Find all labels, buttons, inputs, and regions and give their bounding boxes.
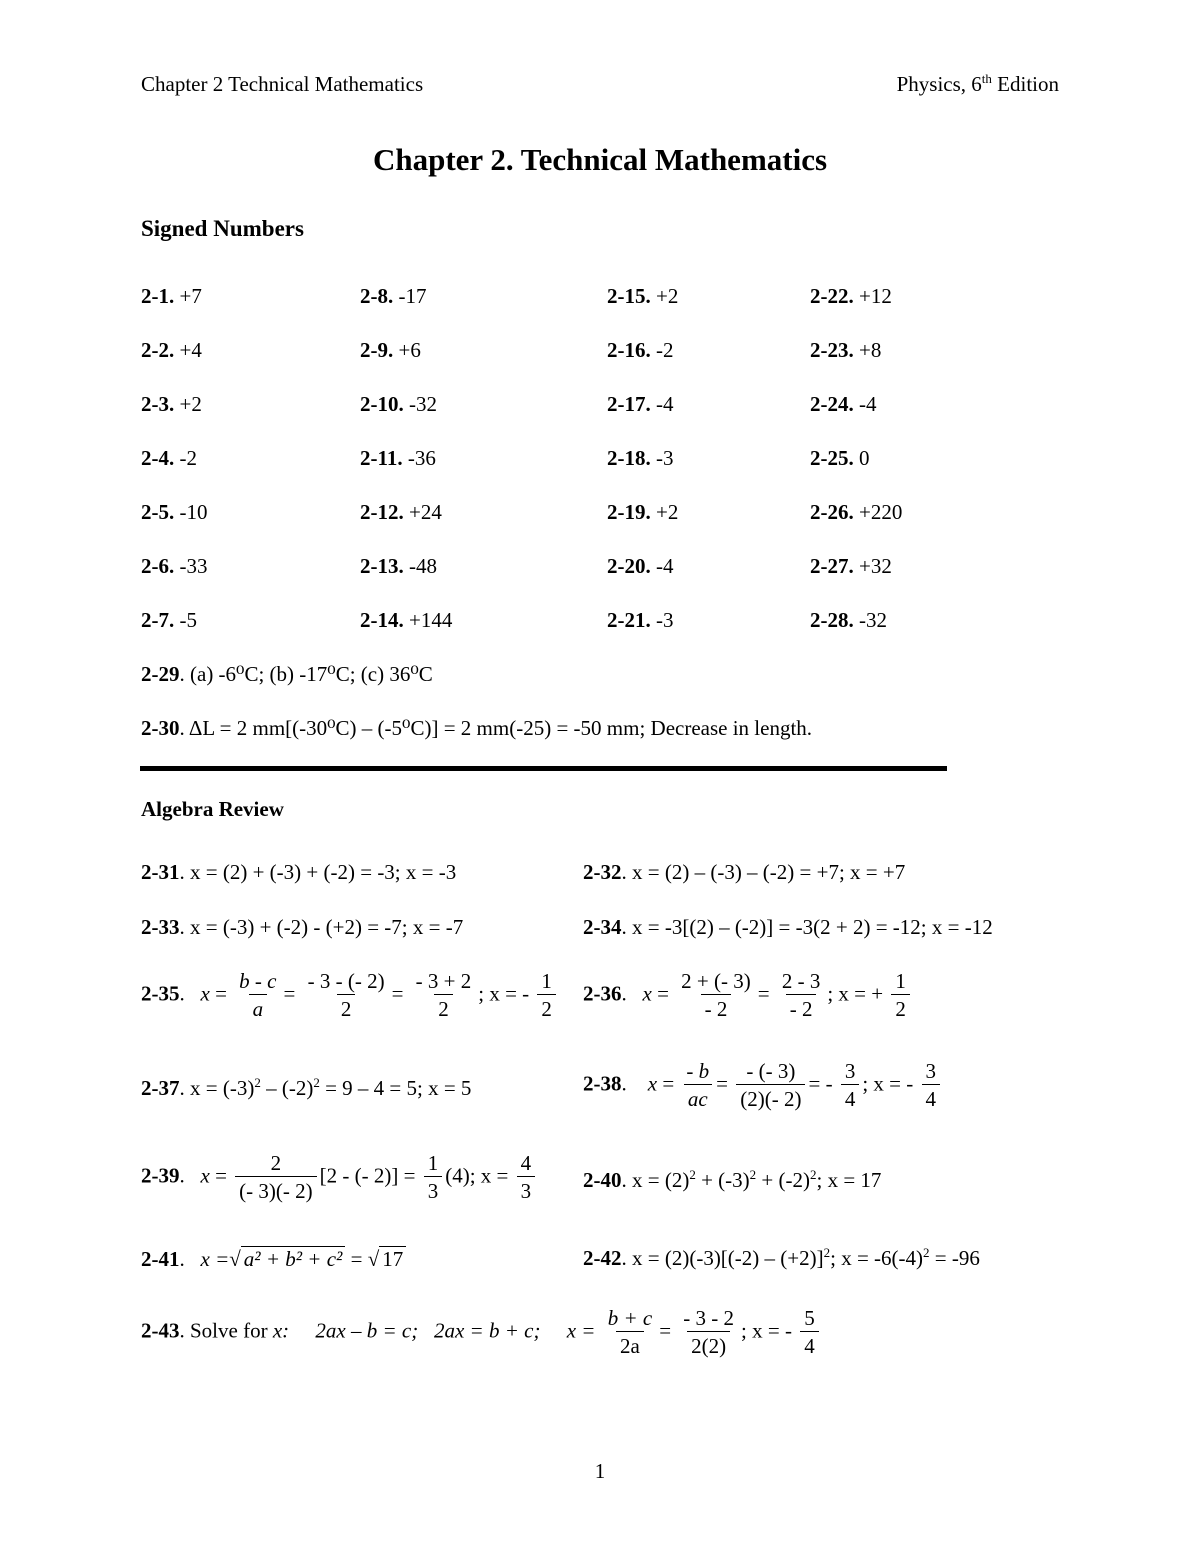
answer-value: -3 — [656, 608, 674, 632]
answer-item — [607, 392, 674, 417]
answer-value: +6 — [398, 338, 421, 362]
answer-value: -17 — [398, 284, 427, 308]
answer-value: +12 — [859, 284, 892, 308]
answer-label: 2-6. — [141, 554, 175, 578]
answer-value: -4 — [656, 392, 674, 416]
answer-value: -10 — [179, 500, 208, 524]
answer-label: 2-21. — [607, 608, 651, 632]
answer-2-39: 2-39. x = $\frac{2}{(- 3)(- 2)}$ [2 - (- 2)] = $\frac{1}{3}$ (4); x = $\frac{4}{3}$ — [141, 1150, 538, 1205]
answer-value: -3 — [656, 446, 674, 470]
answer-value: -2 — [179, 446, 197, 470]
fraction: $\frac{- 3 - (- 2)}{2}$ — [307, 969, 385, 1021]
answer-item — [360, 608, 452, 633]
answer-item — [607, 446, 674, 471]
answer-label: 2-4. — [141, 446, 175, 470]
fraction: $\frac{3}{4}$ — [841, 1058, 860, 1113]
answer-label: 2-7. — [141, 608, 175, 632]
answer-label: 2-19. — [607, 500, 651, 524]
answer-item — [810, 284, 892, 309]
answer-item — [360, 554, 437, 579]
answer-item — [810, 392, 877, 417]
answer-value: +2 — [656, 500, 679, 524]
fraction: $\frac{2 + (- 3)}{- 2}$ — [681, 969, 751, 1021]
answer-label: 2-14. — [360, 608, 404, 632]
answer-item — [810, 554, 892, 579]
answer-2-32: 2-32. x = (2) – (-3) – (-2) = +7; x = +7 — [583, 860, 906, 884]
fraction: $\frac{3}{4}$ — [922, 1058, 941, 1113]
answer-item — [607, 338, 674, 363]
answer-label: 2-28. — [810, 608, 854, 632]
answer-2-29: 2-29. (a) -6⁰C; (b) -17⁰C; (c) 36⁰C — [141, 662, 433, 686]
answer-value: +220 — [859, 500, 903, 524]
answer-2-37: 2-37. $x = (-3)^2 - (-2)^2 = 9 - 4 = 5$; x = 5 — [141, 1075, 472, 1100]
fraction: $\frac{2}{(- 3)(- 2)}$ — [235, 1150, 316, 1205]
section-heading-algebra-review: Algebra Review — [141, 797, 284, 821]
answer-label: 2-8. — [360, 284, 394, 308]
answer-item — [360, 338, 421, 363]
answer-2-34: 2-34. x = -3[(2) – (-2)] = -3(2 + 2) = -12; x = -12 — [583, 915, 993, 939]
fraction: $\frac{1}{2}$ — [537, 968, 556, 1023]
answer-label: 2-12. — [360, 500, 404, 524]
section-heading-signed-numbers: Signed Numbers — [141, 216, 304, 241]
answer-label: 2-13. — [360, 554, 404, 578]
answer-value: -5 — [179, 608, 197, 632]
answer-label: 2-10. — [360, 392, 404, 416]
answer-label: 2-9. — [360, 338, 394, 362]
answer-label: 2-16. — [607, 338, 651, 362]
answer-label: 2-11. — [360, 446, 403, 470]
answer-value: +8 — [859, 338, 882, 362]
answer-item — [607, 500, 678, 525]
answer-value: -33 — [179, 554, 208, 578]
answer-value: +32 — [859, 554, 892, 578]
answer-label: 2-18. — [607, 446, 651, 470]
answer-2-42: 2-42. $x = (2)(-3)[(-2) - (+2)]^2$; $x = -6(-4)^2 = -96$ — [583, 1245, 980, 1270]
radical: a² + b² + c² — [241, 1246, 346, 1272]
answer-label: 2-20. — [607, 554, 651, 578]
answer-item — [810, 500, 902, 525]
answer-item — [360, 392, 437, 417]
answer-value: +144 — [409, 608, 453, 632]
answer-item — [141, 608, 197, 633]
answer-label: 2-17. — [607, 392, 651, 416]
answer-value: -4 — [656, 554, 674, 578]
answer-item — [607, 608, 674, 633]
section-divider — [140, 766, 947, 771]
fraction: $\frac{- 3 - 2}{2(2)}$ — [683, 1306, 735, 1358]
answer-value: +2 — [179, 392, 202, 416]
answer-item — [360, 446, 436, 471]
answer-label: 2-3. — [141, 392, 175, 416]
fraction: $\frac{1}{2}$ — [891, 968, 910, 1023]
answer-label: 2-25. — [810, 446, 854, 470]
fraction: $\frac{1}{3}$ — [424, 1150, 443, 1205]
answer-value: 0 — [859, 446, 870, 470]
answer-value: +2 — [656, 284, 679, 308]
answer-2-38: 2-38. x = $\frac{- b}{ac}$ = $\frac{- (- 3)}{(2)(- 2)}$ = - $\frac{3}{4}$ ; x = - $\frac{3}{4}$ — [583, 1058, 943, 1113]
answer-value: -36 — [407, 446, 436, 470]
answer-label: 2-23. — [810, 338, 854, 362]
fraction: $\frac{- 3 + 2}{2}$ — [415, 969, 472, 1021]
answer-2-35: 2-35. x = $\frac{b - c}{a}$ = $\frac{- 3 - (- 2)}{2}$ = $\frac{- 3 + 2}{2}$ ; x = - $\frac{1}{2}$ — [141, 968, 559, 1023]
page-title: Chapter 2. Technical Mathematics — [372, 142, 828, 177]
answer-item — [141, 446, 197, 471]
answer-label: 2-22. — [810, 284, 854, 308]
answer-2-30: 2-30. ΔL = 2 mm[(-30⁰C) – (-5⁰C)] = 2 mm(-25) = -50 mm; Decrease in length. — [141, 716, 813, 740]
running-header-right: Physics, 6th Edition — [896, 71, 1059, 96]
answer-label: 2-15. — [607, 284, 651, 308]
page-number: 1 — [594, 1459, 606, 1483]
answer-2-40: 2-40. $x = (2)^2 + (-3)^2 + (-2)^2$; x = 17 — [583, 1167, 882, 1192]
answer-item — [141, 338, 202, 363]
answer-value: -48 — [409, 554, 437, 578]
answer-value: -32 — [409, 392, 437, 416]
fraction: $\frac{b - c}{a}$ — [239, 969, 277, 1021]
answer-2-36: 2-36. x = $\frac{2 + (- 3)}{- 2}$ = $\frac{2 - 3}{- 2}$ ; x = + $\frac{1}{2}$ — [583, 968, 913, 1023]
fraction: $\frac{- (- 3)}{(2)(- 2)}$ — [736, 1058, 805, 1113]
fraction: $\frac{5}{4}$ — [800, 1305, 819, 1360]
answer-label: 2-24. — [810, 392, 854, 416]
answer-value: +24 — [409, 500, 442, 524]
answer-label: 2-1. — [141, 284, 175, 308]
answer-item — [360, 284, 427, 309]
fraction: $\frac{b + c}{2a}$ — [607, 1306, 653, 1358]
answer-item — [141, 554, 208, 579]
answer-item — [141, 392, 202, 417]
answer-item — [810, 338, 881, 363]
answer-2-31: 2-31. x = (2) + (-3) + (-2) = -3; x = -3 — [141, 860, 457, 884]
answer-value: +4 — [179, 338, 202, 362]
answer-item — [607, 554, 674, 579]
answer-item — [141, 284, 202, 309]
answer-item — [141, 500, 208, 525]
answer-label: 2-2. — [141, 338, 175, 362]
answer-value: -4 — [859, 392, 877, 416]
answer-label: 2-5. — [141, 500, 175, 524]
fraction: $\frac{4}{3}$ — [517, 1150, 536, 1205]
running-header-left: Chapter 2 Technical Mathematics — [141, 72, 424, 96]
answer-2-41: 2-41. x =√ a² + b² + c² = √ 17 — [141, 1246, 406, 1272]
answer-item — [810, 446, 870, 471]
answer-2-33: 2-33. x = (-3) + (-2) - (+2) = -7; x = -7 — [141, 915, 464, 939]
answer-value: +7 — [179, 284, 202, 308]
radical: 17 — [379, 1246, 406, 1272]
answer-item — [607, 284, 678, 309]
answer-value: -32 — [859, 608, 887, 632]
answer-label: 2-27. — [810, 554, 854, 578]
answer-2-43: 2-43. Solve for x: 2ax – b = c; 2ax = b + c; x = $\frac{b + c}{2a}$ = $\frac{- 3 - 2}{2(2)}$ ; x = - $\frac{5}{4}$ — [141, 1305, 822, 1360]
answer-item — [360, 500, 442, 525]
fraction: $\frac{2 - 3}{- 2}$ — [781, 969, 821, 1021]
answer-item — [810, 608, 887, 633]
answer-label: 2-26. — [810, 500, 854, 524]
fraction: $\frac{- b}{ac}$ — [682, 1058, 713, 1113]
answer-value: -2 — [656, 338, 674, 362]
